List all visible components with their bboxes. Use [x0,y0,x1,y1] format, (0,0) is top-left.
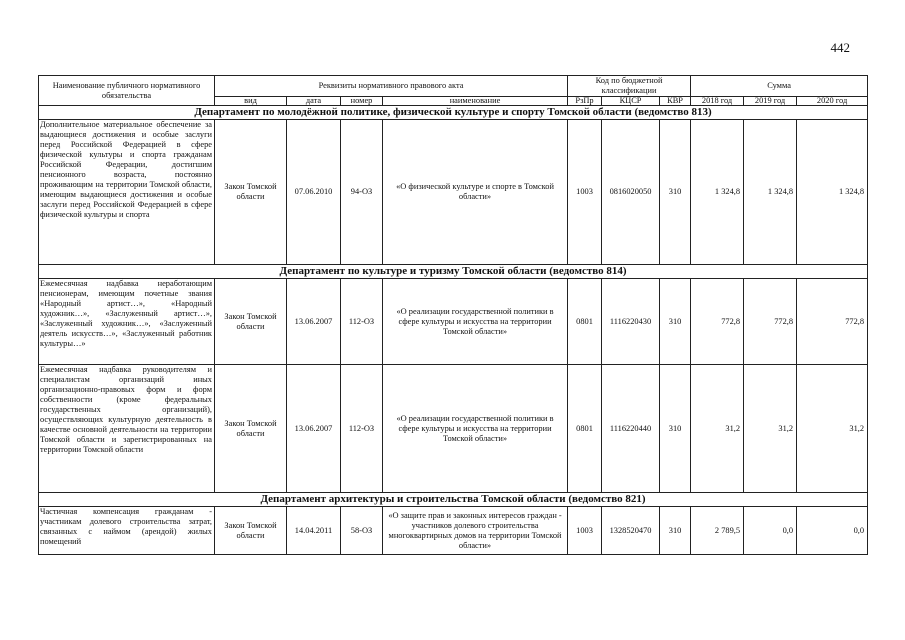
sum-2018: 772,8 [691,279,744,365]
act-kind: Закон Томской области [215,120,287,265]
sum-2020: 772,8 [797,279,868,365]
act-kind: Закон Томской области [215,365,287,493]
department-row [39,493,868,507]
sum-2019: 0,0 [744,507,797,555]
sum-2020: 0,0 [797,507,868,555]
act-number: 58-ОЗ [341,507,383,555]
obligation-name: Ежемесячная надбавка руководителям и специалистам организаций иных организационно-правовых форм и форм собственности (кроме федеральных государственных организаций), осуществляющих культурную деятельность в качестве основной деятельности на территории Томской области и зарегистрированных на территории Томской области [39,365,215,493]
act-date: 14.04.2011 [287,507,341,555]
rzpr-code: 0801 [568,365,602,493]
table-row [39,507,868,555]
department-row [39,106,868,120]
rzpr-code: 1003 [568,507,602,555]
act-title: «О физической культуре и спорте в Томской области» [383,120,568,265]
kcsr-code: 1116220440 [602,365,660,493]
subheader-number: номер [341,97,383,106]
kcsr-code: 1328520470 [602,507,660,555]
department-row [39,265,868,279]
department-title: Департамент архитектуры и строительства Томской области (ведомство 821) [39,493,868,507]
rzpr-code: 0801 [568,279,602,365]
obligation-name: Ежемесячная надбавка неработающим пенсионерам, имеющим почетные звания «Народный артист…», «Народный художник…», «Заслуженный артист…», «Заслуженный художник…», «Заслуженный деятель искусств…», «Заслуженный работник культуры…» [39,279,215,365]
act-number: 94-ОЗ [341,120,383,265]
header-budget-code: Код по бюджетной классификации [568,76,691,97]
obligation-name: Дополнительное материальное обеспечение за выдающиеся достижения и особые заслуги перед Российской Федерацией в сфере физической культуры и спорта гражданам Российской Федерации, достигшим пенсионного возраста, постоянно проживающим на территории Томской области, имеющим выдающиеся достижения и особые заслуги перед Российской Федерацией в сфере физической культуры и спорта [39,120,215,265]
kvr-code: 310 [660,279,691,365]
sum-2018: 31,2 [691,365,744,493]
budget-table [38,75,868,555]
page-number: 442 [830,40,850,55]
act-date: 07.06.2010 [287,120,341,265]
sum-2019: 772,8 [744,279,797,365]
subheader-kvr: КВР [660,97,691,106]
sum-2018: 2 789,5 [691,507,744,555]
rzpr-code: 1003 [568,120,602,265]
obligation-name: Частичная компенсация гражданам - участникам долевого строительства затрат, связанных с наймом (арендой) жилых помещений [39,507,215,555]
kvr-code: 310 [660,365,691,493]
sum-2018: 1 324,8 [691,120,744,265]
subheader-2019: 2019 год [744,97,797,106]
sum-2019: 31,2 [744,365,797,493]
act-number: 112-ОЗ [341,365,383,493]
act-number: 112-ОЗ [341,279,383,365]
act-date: 13.06.2007 [287,365,341,493]
header-obligation: Наименование публичного нормативного обязательства [39,76,215,106]
act-title: «О реализации государственной политики в сфере культуры и искусства на территории Томской области» [383,279,568,365]
act-title: «О реализации государственной политики в сфере культуры и искусства на территории Томской области» [383,365,568,493]
sum-2020: 1 324,8 [797,120,868,265]
sum-2019: 1 324,8 [744,120,797,265]
subheader-title: наименование [383,97,568,106]
header-act: Реквизиты нормативного правового акта [215,76,568,97]
subheader-kcsr: КЦСР [602,97,660,106]
kcsr-code: 0816020050 [602,120,660,265]
department-title: Департамент по молодёжной политике, физической культуре и спорту Томской области (ведомство 813) [39,106,868,120]
header-sum: Сумма [691,76,868,97]
subheader-kind: вид [215,97,287,106]
table-row [39,365,868,493]
kvr-code: 310 [660,507,691,555]
table-row [39,279,868,365]
subheader-date: дата [287,97,341,106]
act-title: «О защите прав и законных интересов граждан - участников долевого строительства многоквартирных домов на территории Томской области» [383,507,568,555]
department-title: Департамент по культуре и туризму Томской области (ведомство 814) [39,265,868,279]
table-row [39,120,868,265]
sum-2020: 31,2 [797,365,868,493]
act-kind: Закон Томской области [215,279,287,365]
act-kind: Закон Томской области [215,507,287,555]
act-date: 13.06.2007 [287,279,341,365]
table-body [39,106,868,555]
subheader-2018: 2018 год [691,97,744,106]
kvr-code: 310 [660,120,691,265]
kcsr-code: 1116220430 [602,279,660,365]
subheader-rzpr: РзПр [568,97,602,106]
subheader-2020: 2020 год [797,97,868,106]
